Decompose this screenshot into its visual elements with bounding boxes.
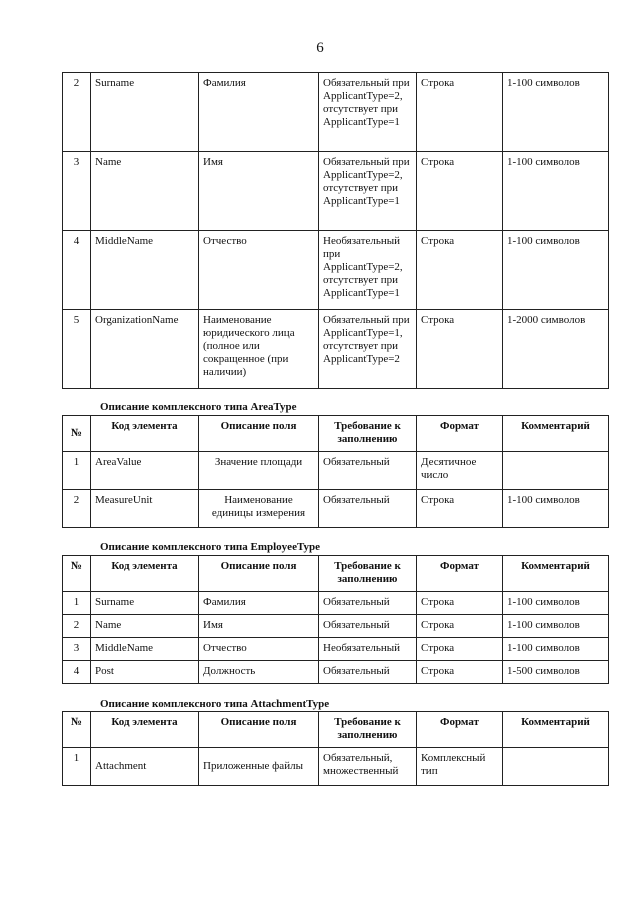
cell-desc: Наименование единицы измерения xyxy=(199,490,319,528)
header-comment: Комментарий xyxy=(503,416,609,452)
header-num: № xyxy=(63,712,91,748)
cell-format: Строка xyxy=(417,615,503,638)
cell-comment: 1-100 символов xyxy=(503,73,609,152)
header-code: Код элемента xyxy=(91,556,199,592)
cell-desc: Отчество xyxy=(199,638,319,661)
cell-req: Необязательный xyxy=(319,638,417,661)
cell-num: 5 xyxy=(63,310,91,389)
table-row xyxy=(63,452,609,490)
cell-num: 1 xyxy=(63,592,91,615)
cell-comment: 1-100 символов xyxy=(503,615,609,638)
header-format: Формат xyxy=(417,556,503,592)
cell-desc: Фамилия xyxy=(199,73,319,152)
cell-req: Обязательный xyxy=(319,452,417,490)
cell-comment: 1-100 символов xyxy=(503,592,609,615)
cell-desc: Отчество xyxy=(199,231,319,310)
cell-format: Строка xyxy=(417,73,503,152)
cell-req: Обязательный при ApplicantType=2, отсутствует при ApplicantType=1 xyxy=(319,152,417,231)
cell-desc: Имя xyxy=(199,615,319,638)
cell-format: Строка xyxy=(417,490,503,528)
cell-format: Строка xyxy=(417,231,503,310)
cell-code: Surname xyxy=(91,592,199,615)
table-row xyxy=(63,592,609,615)
cell-code: Post xyxy=(91,661,199,684)
area-type-table xyxy=(62,415,609,528)
cell-format: Строка xyxy=(417,661,503,684)
table-row xyxy=(63,310,609,389)
cell-code: OrganizationName xyxy=(91,310,199,389)
cell-comment: 1-100 символов xyxy=(503,490,609,528)
cell-comment: 1-2000 символов xyxy=(503,310,609,389)
cell-code: MeasureUnit xyxy=(91,490,199,528)
header-comment: Комментарий xyxy=(503,556,609,592)
cell-req: Обязательный при ApplicantType=2, отсутствует при ApplicantType=1 xyxy=(319,73,417,152)
header-row xyxy=(63,712,609,748)
table-row xyxy=(63,231,609,310)
table-row xyxy=(63,638,609,661)
cell-req: Необязательный при ApplicantType=2, отсутствует при ApplicantType=1 xyxy=(319,231,417,310)
cell-desc: Приложенные файлы xyxy=(199,748,319,786)
cell-desc: Значение площади xyxy=(199,452,319,490)
cell-code: Name xyxy=(91,615,199,638)
cell-format: Строка xyxy=(417,152,503,231)
cell-req: Обязательный xyxy=(319,592,417,615)
cell-req: Обязательный xyxy=(319,661,417,684)
cell-req: Обязательный, множественный xyxy=(319,748,417,786)
table-row xyxy=(63,615,609,638)
cell-desc: Наименование юридического лица (полное или сокращенное (при наличии) xyxy=(199,310,319,389)
header-num: № xyxy=(63,416,91,452)
header-req: Требование к заполнению xyxy=(319,416,417,452)
cell-code: AreaValue xyxy=(91,452,199,490)
cell-desc: Фамилия xyxy=(199,592,319,615)
header-code: Код элемента xyxy=(91,416,199,452)
cell-code: Attachment xyxy=(91,748,199,786)
header-desc: Описание поля xyxy=(199,712,319,748)
header-req: Требование к заполнению xyxy=(319,712,417,748)
cell-code: Surname xyxy=(91,73,199,152)
cell-code: MiddleName xyxy=(91,231,199,310)
cell-format: Десятичное число xyxy=(417,452,503,490)
attachment-type-caption: Описание комплексного типа AttachmentType xyxy=(100,698,330,710)
header-desc: Описание поля xyxy=(199,416,319,452)
cell-num: 4 xyxy=(63,231,91,310)
header-comment: Комментарий xyxy=(503,712,609,748)
cell-num: 3 xyxy=(63,638,91,661)
cell-num: 3 xyxy=(63,152,91,231)
header-code: Код элемента xyxy=(91,712,199,748)
cell-comment: 1-100 символов xyxy=(503,152,609,231)
cell-format: Комплексный тип xyxy=(417,748,503,786)
cell-num: 2 xyxy=(63,490,91,528)
header-format: Формат xyxy=(417,712,503,748)
employee-type-table xyxy=(62,555,609,684)
cell-comment xyxy=(503,452,609,490)
cell-comment: 1-100 символов xyxy=(503,231,609,310)
cell-num: 2 xyxy=(63,615,91,638)
header-req: Требование к заполнению xyxy=(319,556,417,592)
cell-num: 2 xyxy=(63,73,91,152)
cell-req: Обязательный xyxy=(319,490,417,528)
table-row xyxy=(63,152,609,231)
cell-num: 4 xyxy=(63,661,91,684)
cell-format: Строка xyxy=(417,310,503,389)
cell-format: Строка xyxy=(417,638,503,661)
header-num: № xyxy=(63,556,91,592)
cell-code: MiddleName xyxy=(91,638,199,661)
employee-type-caption: Описание комплексного типа EmployeeType xyxy=(100,541,320,553)
header-format: Формат xyxy=(417,416,503,452)
attachment-type-table xyxy=(62,711,609,786)
area-type-caption: Описание комплексного типа AreaType xyxy=(100,401,297,413)
cell-comment: 1-100 символов xyxy=(503,638,609,661)
cell-num: 1 xyxy=(63,452,91,490)
table-row xyxy=(63,661,609,684)
page-number: 6 xyxy=(316,40,324,56)
cell-comment xyxy=(503,748,609,786)
cell-req: Обязательный xyxy=(319,615,417,638)
header-desc: Описание поля xyxy=(199,556,319,592)
cell-comment: 1-500 символов xyxy=(503,661,609,684)
cell-req: Обязательный при ApplicantType=1, отсутствует при ApplicantType=2 xyxy=(319,310,417,389)
cell-desc: Имя xyxy=(199,152,319,231)
table-row xyxy=(63,73,609,152)
cell-desc: Должность xyxy=(199,661,319,684)
applicant-fields-table xyxy=(62,72,609,389)
cell-num: 1 xyxy=(63,748,91,786)
header-row xyxy=(63,416,609,452)
table-row xyxy=(63,748,609,786)
table-row xyxy=(63,490,609,528)
cell-format: Строка xyxy=(417,592,503,615)
header-row xyxy=(63,556,609,592)
cell-code: Name xyxy=(91,152,199,231)
